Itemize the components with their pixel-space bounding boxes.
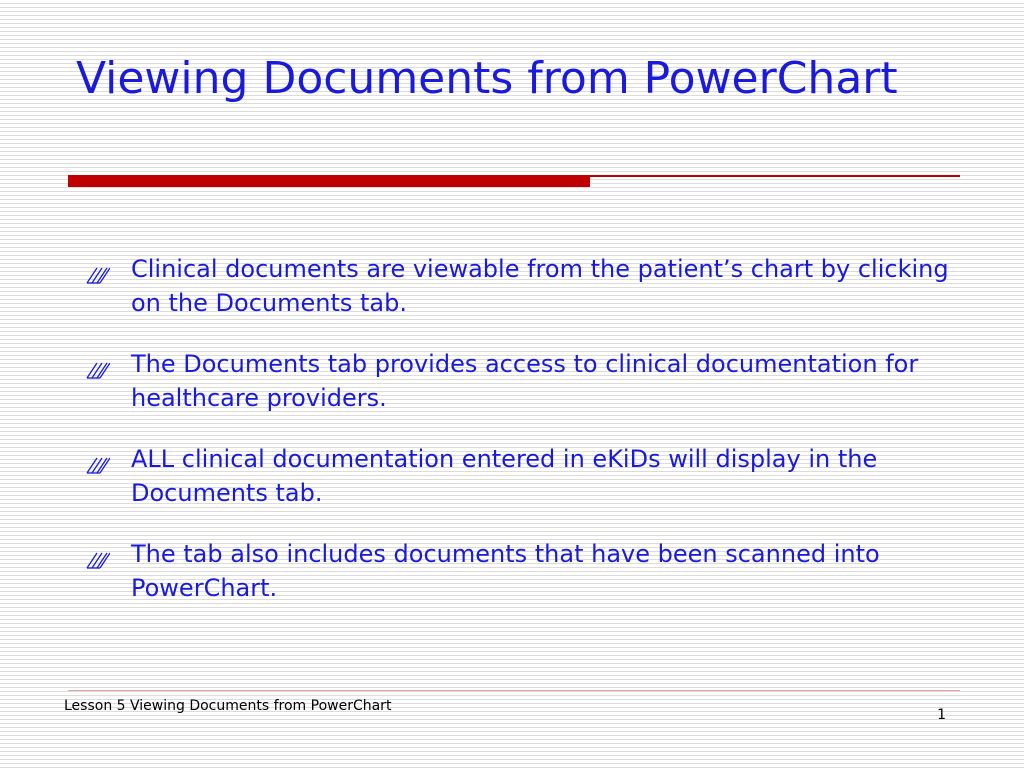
slide-title: Viewing Documents from PowerChart xyxy=(76,53,898,104)
title-underline-thick xyxy=(68,175,590,187)
bullet-item xyxy=(84,252,964,320)
pen-bullet-icon xyxy=(84,355,110,379)
bullet-text: The tab also includes documents that have been scanned into PowerChart. xyxy=(131,540,880,602)
bullet-item xyxy=(84,347,964,415)
bullet-text: ALL clinical documentation entered in eKiDs will display in the Documents tab. xyxy=(131,445,878,507)
bullet-item xyxy=(84,442,964,510)
bullet-list xyxy=(84,252,964,632)
title-underline-thin xyxy=(590,175,960,177)
footer-caption: Lesson 5 Viewing Documents from PowerChart xyxy=(64,698,392,714)
footer-divider xyxy=(68,690,960,691)
bullet-item xyxy=(84,537,964,605)
pen-bullet-icon xyxy=(84,450,110,474)
bullet-text: The Documents tab provides access to clinical documentation for healthcare providers. xyxy=(131,350,919,412)
page-number: 1 xyxy=(937,707,946,723)
pen-bullet-icon xyxy=(84,260,110,284)
bullet-text: Clinical documents are viewable from the patient’s chart by clicking on the Documents tab. xyxy=(131,255,949,317)
pen-bullet-icon xyxy=(84,545,110,569)
